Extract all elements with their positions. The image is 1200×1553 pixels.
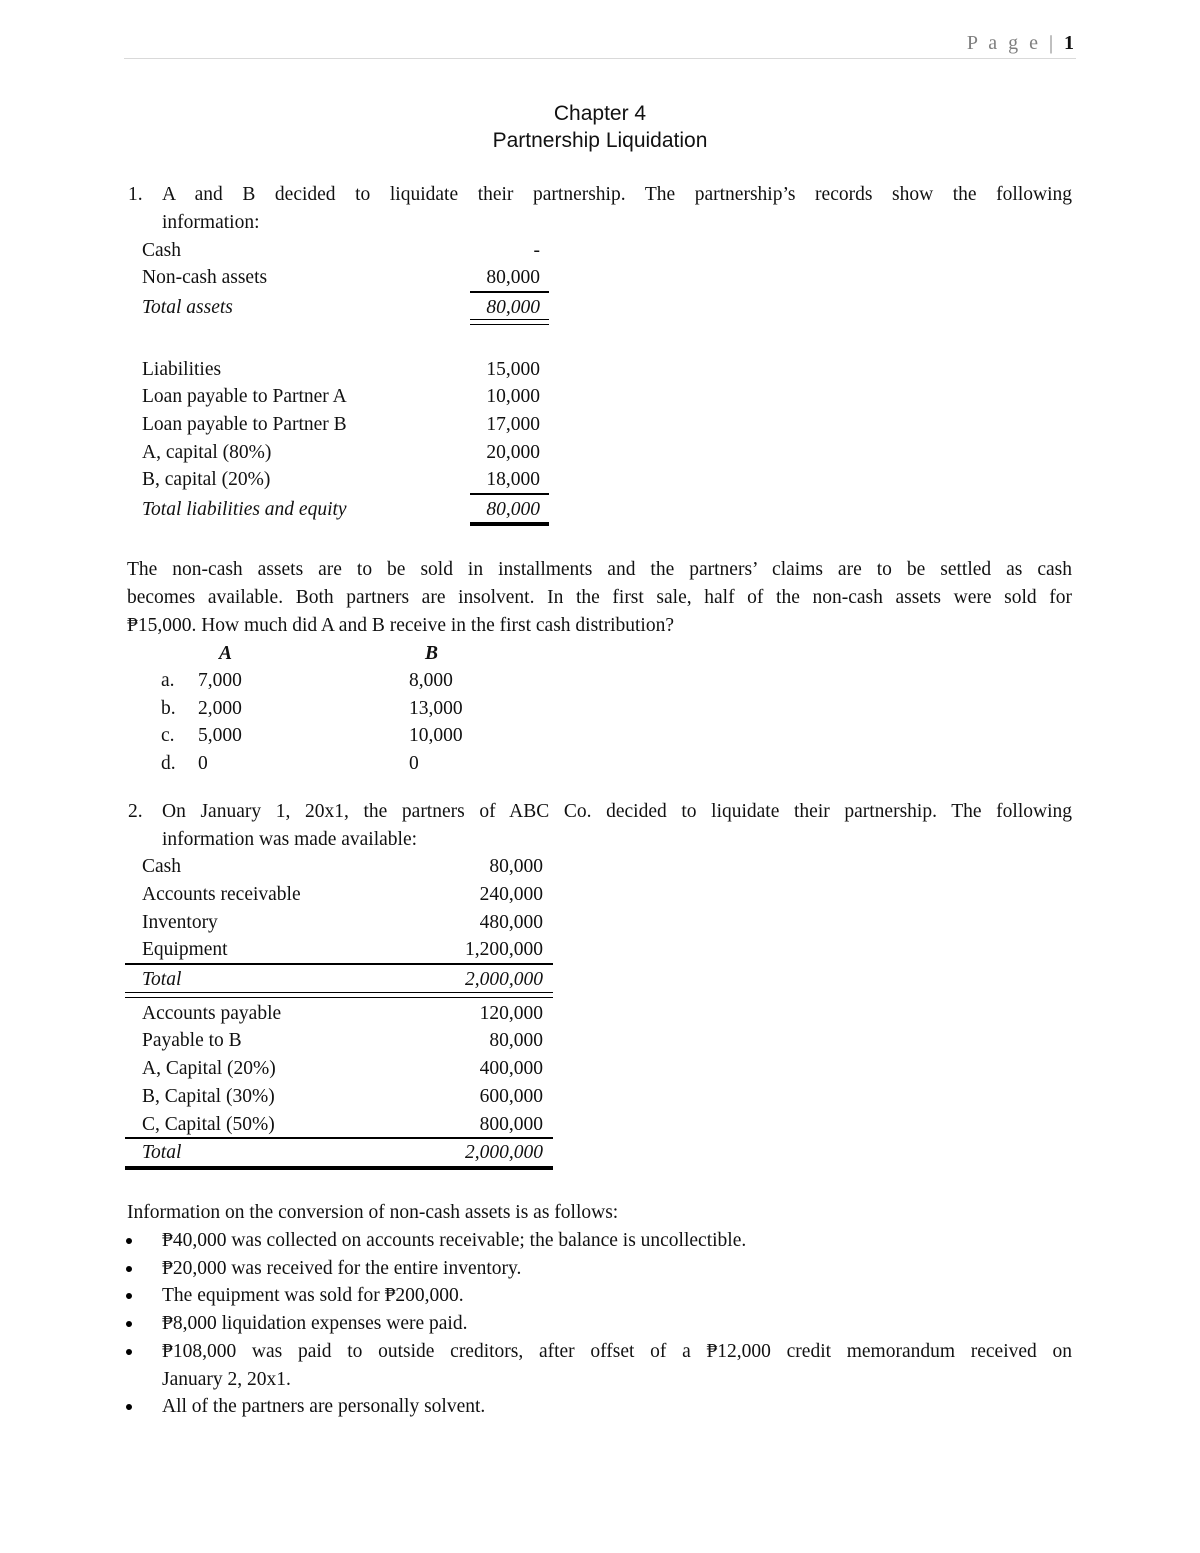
q1-liability-value: 15,000: [486, 359, 540, 380]
q1-asset-label: Cash: [142, 240, 181, 261]
q1-assets-subtotal-rule: [470, 291, 549, 293]
q1-choice-a-value: 2,000: [198, 698, 242, 719]
page-number: 1: [1064, 32, 1074, 54]
bullet-icon: [126, 1404, 132, 1410]
page-header: [124, 30, 1076, 59]
q1-total-assets-label: Total assets: [142, 297, 233, 318]
q2-intro-line1: On January 1, 20x1, the partners of ABC Co. decided to liquidate their partnership. The following: [162, 801, 1072, 822]
q1-choice-b-value: 10,000: [409, 725, 463, 746]
q1-liabilities-total-rule: [470, 522, 549, 526]
q2-liabilities-total-rule: [125, 1166, 553, 1170]
q2-assets-double-rule: [125, 992, 553, 998]
q1-assets-double-rule: [470, 319, 549, 325]
q2-liability-label: Accounts payable: [142, 1003, 282, 1024]
q1-intro-line1: A and B decided to liquidate their partnership. The partnership’s records show the following: [162, 184, 1072, 205]
q2-total-liabilities-value: 2,000,000: [465, 1142, 543, 1163]
q1-liability-value: 18,000: [486, 469, 540, 490]
q2-liability-value: 400,000: [479, 1058, 543, 1079]
q2-liability-value: 80,000: [489, 1030, 543, 1051]
q1-asset-label: Non-cash assets: [142, 267, 268, 288]
q1-total-liabilities-value: 80,000: [486, 499, 540, 520]
q2-bullet-item: ₱40,000 was collected on accounts receivable; the balance is uncollectible.: [162, 1230, 747, 1251]
q2-asset-value: 480,000: [479, 912, 543, 933]
bullet-icon: [126, 1293, 132, 1299]
q1-choice-b-value: 0: [409, 753, 419, 774]
q1-para-line1: The non-cash assets are to be sold in installments and the partners’ claims are to be settled as cash: [127, 559, 1072, 580]
q1-liability-label: Loan payable to Partner B: [142, 414, 347, 435]
q2-asset-label: Inventory: [142, 912, 218, 933]
bullet-icon: [126, 1321, 132, 1327]
q2-asset-value: 240,000: [479, 884, 543, 905]
chapter-topic: Partnership Liquidation: [492, 129, 708, 152]
page-prefix: P a g e |: [966, 32, 1056, 54]
q1-liability-label: Liabilities: [142, 359, 222, 380]
bullet-icon: [126, 1349, 132, 1355]
q1-choice-letter: d.: [161, 753, 176, 774]
q1-liabilities-subtotal-rule: [470, 493, 549, 495]
q1-total-assets-value: 80,000: [486, 297, 540, 318]
q2-liability-value: 600,000: [479, 1086, 543, 1107]
q2-conversion-intro: Information on the conversion of non-cash assets is as follows:: [127, 1202, 619, 1223]
q1-choice-letter: a.: [161, 670, 175, 691]
q2-assets-subtotal-rule: [125, 963, 553, 965]
q1-choice-a-value: 5,000: [198, 725, 242, 746]
q1-asset-value: -: [533, 240, 540, 261]
q1-choice-a-value: 7,000: [198, 670, 242, 691]
q1-column-a-header: A: [219, 643, 233, 664]
chapter-titles: [0, 100, 1200, 154]
q1-liability-label: A, capital (80%): [142, 442, 272, 463]
q2-bullet-item: All of the partners are personally solvent.: [162, 1396, 486, 1417]
q1-choice-letter: c.: [161, 725, 175, 746]
q2-asset-label: Accounts receivable: [142, 884, 301, 905]
q1-choice-letter: b.: [161, 698, 176, 719]
q2-liability-label: B, Capital (30%): [142, 1086, 275, 1107]
q2-asset-label: Equipment: [142, 939, 228, 960]
q2-liability-label: A, Capital (20%): [142, 1058, 276, 1079]
q2-asset-value: 1,200,000: [465, 939, 543, 960]
q2-number: 2.: [128, 801, 143, 822]
q2-total-assets-value: 2,000,000: [465, 969, 543, 990]
q2-asset-value: 80,000: [489, 856, 543, 877]
q1-column-b-header: B: [425, 643, 439, 664]
q1-asset-value: 80,000: [486, 267, 540, 288]
q2-bullet-item: The equipment was sold for ₱200,000.: [162, 1285, 464, 1306]
q2-liability-label: C, Capital (50%): [142, 1114, 275, 1135]
chapter-title: Chapter 4: [553, 102, 647, 125]
q1-liability-value: 17,000: [486, 414, 540, 435]
q2-asset-label: Cash: [142, 856, 181, 877]
q2-total-liabilities-label: Total: [142, 1142, 182, 1163]
q2-intro-line2: information was made available:: [162, 829, 418, 850]
q2-liability-value: 800,000: [479, 1114, 543, 1135]
q1-choice-b-value: 8,000: [409, 670, 453, 691]
q1-liability-label: Loan payable to Partner A: [142, 386, 347, 407]
bullet-icon: [126, 1266, 132, 1272]
q2-liability-value: 120,000: [479, 1003, 543, 1024]
q1-liability-label: B, capital (20%): [142, 469, 271, 490]
q2-bullet-item-continuation: January 2, 20x1.: [162, 1369, 291, 1390]
q2-bullet-item: ₱8,000 liquidation expenses were paid.: [162, 1313, 468, 1334]
q1-choice-a-value: 0: [198, 753, 208, 774]
q1-number: 1.: [128, 184, 143, 205]
q2-liability-label: Payable to B: [142, 1030, 242, 1051]
q2-total-assets-label: Total: [142, 969, 182, 990]
q1-intro-line2: information:: [162, 212, 260, 233]
q2-bullet-item: ₱108,000 was paid to outside creditors, after offset of a ₱12,000 credit memorandum received on: [162, 1341, 1072, 1362]
q1-choice-b-value: 13,000: [409, 698, 463, 719]
q2-bullet-item: ₱20,000 was received for the entire inventory.: [162, 1258, 522, 1279]
q1-liability-value: 20,000: [486, 442, 540, 463]
page-number-label: [967, 32, 1074, 55]
bullet-icon: [126, 1238, 132, 1244]
q1-liability-value: 10,000: [486, 386, 540, 407]
q1-total-liabilities-label: Total liabilities and equity: [142, 499, 347, 520]
q1-para-line3: ₱15,000. How much did A and B receive in the first cash distribution?: [127, 615, 674, 636]
q1-para-line2: becomes available. Both partners are insolvent. In the first sale, half of the non-cash assets were sold for: [127, 587, 1072, 608]
